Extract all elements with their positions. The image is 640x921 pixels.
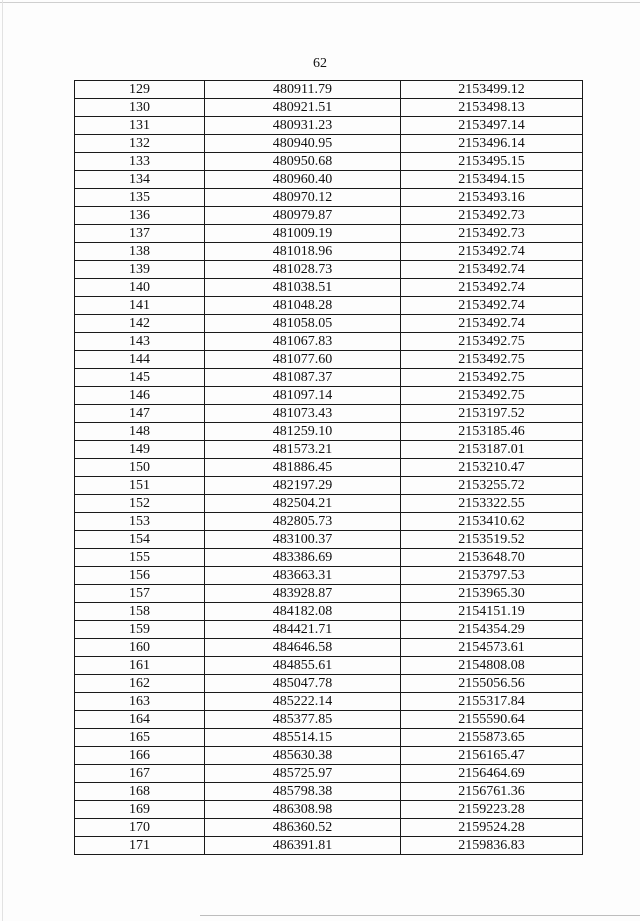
point-number-cell: 129 <box>75 81 205 99</box>
y-coordinate-cell: 2159524.28 <box>401 819 583 837</box>
x-coordinate-cell: 485630.38 <box>205 747 401 765</box>
y-coordinate-cell: 2154808.08 <box>401 657 583 675</box>
point-number-cell: 163 <box>75 693 205 711</box>
point-number-cell: 164 <box>75 711 205 729</box>
coordinates-table-body <box>75 81 583 855</box>
point-number-cell: 152 <box>75 495 205 513</box>
table-row <box>75 171 583 189</box>
table-row <box>75 693 583 711</box>
x-coordinate-cell: 484421.71 <box>205 621 401 639</box>
point-number-cell: 147 <box>75 405 205 423</box>
point-number-cell: 151 <box>75 477 205 495</box>
y-coordinate-cell: 2153492.74 <box>401 279 583 297</box>
table-row <box>75 243 583 261</box>
table-row <box>75 135 583 153</box>
table-row <box>75 441 583 459</box>
table-row <box>75 657 583 675</box>
x-coordinate-cell: 484182.08 <box>205 603 401 621</box>
table-row <box>75 189 583 207</box>
x-coordinate-cell: 483928.87 <box>205 585 401 603</box>
point-number-cell: 145 <box>75 369 205 387</box>
x-coordinate-cell: 481018.96 <box>205 243 401 261</box>
point-number-cell: 134 <box>75 171 205 189</box>
table-row <box>75 225 583 243</box>
y-coordinate-cell: 2153187.01 <box>401 441 583 459</box>
point-number-cell: 149 <box>75 441 205 459</box>
point-number-cell: 139 <box>75 261 205 279</box>
point-number-cell: 161 <box>75 657 205 675</box>
table-row <box>75 747 583 765</box>
table-row <box>75 603 583 621</box>
table-row <box>75 585 583 603</box>
x-coordinate-cell: 481073.43 <box>205 405 401 423</box>
x-coordinate-cell: 485514.15 <box>205 729 401 747</box>
x-coordinate-cell: 481038.51 <box>205 279 401 297</box>
x-coordinate-cell: 480979.87 <box>205 207 401 225</box>
point-number-cell: 154 <box>75 531 205 549</box>
table-row <box>75 297 583 315</box>
x-coordinate-cell: 481058.05 <box>205 315 401 333</box>
x-coordinate-cell: 480911.79 <box>205 81 401 99</box>
y-coordinate-cell: 2155873.65 <box>401 729 583 747</box>
x-coordinate-cell: 481009.19 <box>205 225 401 243</box>
x-coordinate-cell: 482197.29 <box>205 477 401 495</box>
x-coordinate-cell: 480940.95 <box>205 135 401 153</box>
point-number-cell: 136 <box>75 207 205 225</box>
point-number-cell: 167 <box>75 765 205 783</box>
y-coordinate-cell: 2153492.74 <box>401 297 583 315</box>
table-row <box>75 153 583 171</box>
x-coordinate-cell: 481028.73 <box>205 261 401 279</box>
table-row <box>75 801 583 819</box>
table-row <box>75 729 583 747</box>
point-number-cell: 150 <box>75 459 205 477</box>
y-coordinate-cell: 2153492.74 <box>401 243 583 261</box>
point-number-cell: 140 <box>75 279 205 297</box>
table-row <box>75 81 583 99</box>
table-row <box>75 351 583 369</box>
y-coordinate-cell: 2153492.75 <box>401 387 583 405</box>
table-row <box>75 783 583 801</box>
scan-edge-top <box>0 2 640 3</box>
point-number-cell: 146 <box>75 387 205 405</box>
x-coordinate-cell: 486360.52 <box>205 819 401 837</box>
point-number-cell: 142 <box>75 315 205 333</box>
y-coordinate-cell: 2156464.69 <box>401 765 583 783</box>
x-coordinate-cell: 480931.23 <box>205 117 401 135</box>
y-coordinate-cell: 2153493.16 <box>401 189 583 207</box>
x-coordinate-cell: 481886.45 <box>205 459 401 477</box>
y-coordinate-cell: 2153322.55 <box>401 495 583 513</box>
point-number-cell: 156 <box>75 567 205 585</box>
y-coordinate-cell: 2153492.74 <box>401 315 583 333</box>
x-coordinate-cell: 486391.81 <box>205 837 401 855</box>
point-number-cell: 153 <box>75 513 205 531</box>
table-row <box>75 405 583 423</box>
table-row <box>75 495 583 513</box>
table-row <box>75 711 583 729</box>
x-coordinate-cell: 482504.21 <box>205 495 401 513</box>
point-number-cell: 133 <box>75 153 205 171</box>
y-coordinate-cell: 2153495.15 <box>401 153 583 171</box>
x-coordinate-cell: 481259.10 <box>205 423 401 441</box>
point-number-cell: 148 <box>75 423 205 441</box>
scan-edge-bottom <box>200 915 640 916</box>
point-number-cell: 162 <box>75 675 205 693</box>
point-number-cell: 132 <box>75 135 205 153</box>
point-number-cell: 166 <box>75 747 205 765</box>
table-row <box>75 819 583 837</box>
y-coordinate-cell: 2155590.64 <box>401 711 583 729</box>
point-number-cell: 165 <box>75 729 205 747</box>
x-coordinate-cell: 483386.69 <box>205 549 401 567</box>
y-coordinate-cell: 2156165.47 <box>401 747 583 765</box>
table-row <box>75 117 583 135</box>
x-coordinate-cell: 485798.38 <box>205 783 401 801</box>
y-coordinate-cell: 2156761.36 <box>401 783 583 801</box>
point-number-cell: 170 <box>75 819 205 837</box>
table-row <box>75 621 583 639</box>
coordinates-table <box>74 80 583 855</box>
y-coordinate-cell: 2153648.70 <box>401 549 583 567</box>
y-coordinate-cell: 2154354.29 <box>401 621 583 639</box>
point-number-cell: 130 <box>75 99 205 117</box>
table-row <box>75 513 583 531</box>
point-number-cell: 168 <box>75 783 205 801</box>
y-coordinate-cell: 2153494.15 <box>401 171 583 189</box>
x-coordinate-cell: 481067.83 <box>205 333 401 351</box>
x-coordinate-cell: 485377.85 <box>205 711 401 729</box>
point-number-cell: 141 <box>75 297 205 315</box>
table-row <box>75 639 583 657</box>
point-number-cell: 171 <box>75 837 205 855</box>
y-coordinate-cell: 2154151.19 <box>401 603 583 621</box>
x-coordinate-cell: 480950.68 <box>205 153 401 171</box>
y-coordinate-cell: 2153797.53 <box>401 567 583 585</box>
x-coordinate-cell: 485725.97 <box>205 765 401 783</box>
point-number-cell: 157 <box>75 585 205 603</box>
point-number-cell: 137 <box>75 225 205 243</box>
x-coordinate-cell: 481048.28 <box>205 297 401 315</box>
y-coordinate-cell: 2154573.61 <box>401 639 583 657</box>
y-coordinate-cell: 2153185.46 <box>401 423 583 441</box>
y-coordinate-cell: 2153197.52 <box>401 405 583 423</box>
table-row <box>75 675 583 693</box>
point-number-cell: 160 <box>75 639 205 657</box>
scan-edge-left <box>2 0 3 921</box>
y-coordinate-cell: 2153492.73 <box>401 207 583 225</box>
table-row <box>75 369 583 387</box>
x-coordinate-cell: 484646.58 <box>205 639 401 657</box>
table-row <box>75 423 583 441</box>
y-coordinate-cell: 2153498.13 <box>401 99 583 117</box>
page-number: 62 <box>313 56 327 71</box>
table-row <box>75 531 583 549</box>
x-coordinate-cell: 482805.73 <box>205 513 401 531</box>
x-coordinate-cell: 480970.12 <box>205 189 401 207</box>
x-coordinate-cell: 486308.98 <box>205 801 401 819</box>
table-row <box>75 567 583 585</box>
table-row <box>75 837 583 855</box>
y-coordinate-cell: 2153492.74 <box>401 261 583 279</box>
y-coordinate-cell: 2153492.75 <box>401 351 583 369</box>
y-coordinate-cell: 2153496.14 <box>401 135 583 153</box>
point-number-cell: 169 <box>75 801 205 819</box>
point-number-cell: 138 <box>75 243 205 261</box>
table-row <box>75 207 583 225</box>
table-row <box>75 99 583 117</box>
y-coordinate-cell: 2155317.84 <box>401 693 583 711</box>
point-number-cell: 144 <box>75 351 205 369</box>
table-row <box>75 279 583 297</box>
y-coordinate-cell: 2153519.52 <box>401 531 583 549</box>
y-coordinate-cell: 2153492.73 <box>401 225 583 243</box>
table-row <box>75 477 583 495</box>
y-coordinate-cell: 2153497.14 <box>401 117 583 135</box>
y-coordinate-cell: 2153255.72 <box>401 477 583 495</box>
y-coordinate-cell: 2153499.12 <box>401 81 583 99</box>
x-coordinate-cell: 481097.14 <box>205 387 401 405</box>
point-number-cell: 135 <box>75 189 205 207</box>
x-coordinate-cell: 481087.37 <box>205 369 401 387</box>
y-coordinate-cell: 2153410.62 <box>401 513 583 531</box>
x-coordinate-cell: 483100.37 <box>205 531 401 549</box>
x-coordinate-cell: 480921.51 <box>205 99 401 117</box>
y-coordinate-cell: 2153492.75 <box>401 333 583 351</box>
table-row <box>75 765 583 783</box>
y-coordinate-cell: 2153965.30 <box>401 585 583 603</box>
x-coordinate-cell: 481077.60 <box>205 351 401 369</box>
table-row <box>75 549 583 567</box>
y-coordinate-cell: 2155056.56 <box>401 675 583 693</box>
x-coordinate-cell: 485047.78 <box>205 675 401 693</box>
x-coordinate-cell: 483663.31 <box>205 567 401 585</box>
x-coordinate-cell: 481573.21 <box>205 441 401 459</box>
table-row <box>75 333 583 351</box>
y-coordinate-cell: 2159223.28 <box>401 801 583 819</box>
x-coordinate-cell: 480960.40 <box>205 171 401 189</box>
y-coordinate-cell: 2153492.75 <box>401 369 583 387</box>
point-number-cell: 159 <box>75 621 205 639</box>
x-coordinate-cell: 484855.61 <box>205 657 401 675</box>
table-row <box>75 261 583 279</box>
y-coordinate-cell: 2159836.83 <box>401 837 583 855</box>
point-number-cell: 158 <box>75 603 205 621</box>
point-number-cell: 131 <box>75 117 205 135</box>
point-number-cell: 155 <box>75 549 205 567</box>
y-coordinate-cell: 2153210.47 <box>401 459 583 477</box>
table-row <box>75 387 583 405</box>
point-number-cell: 143 <box>75 333 205 351</box>
x-coordinate-cell: 485222.14 <box>205 693 401 711</box>
table-row <box>75 459 583 477</box>
table-row <box>75 315 583 333</box>
